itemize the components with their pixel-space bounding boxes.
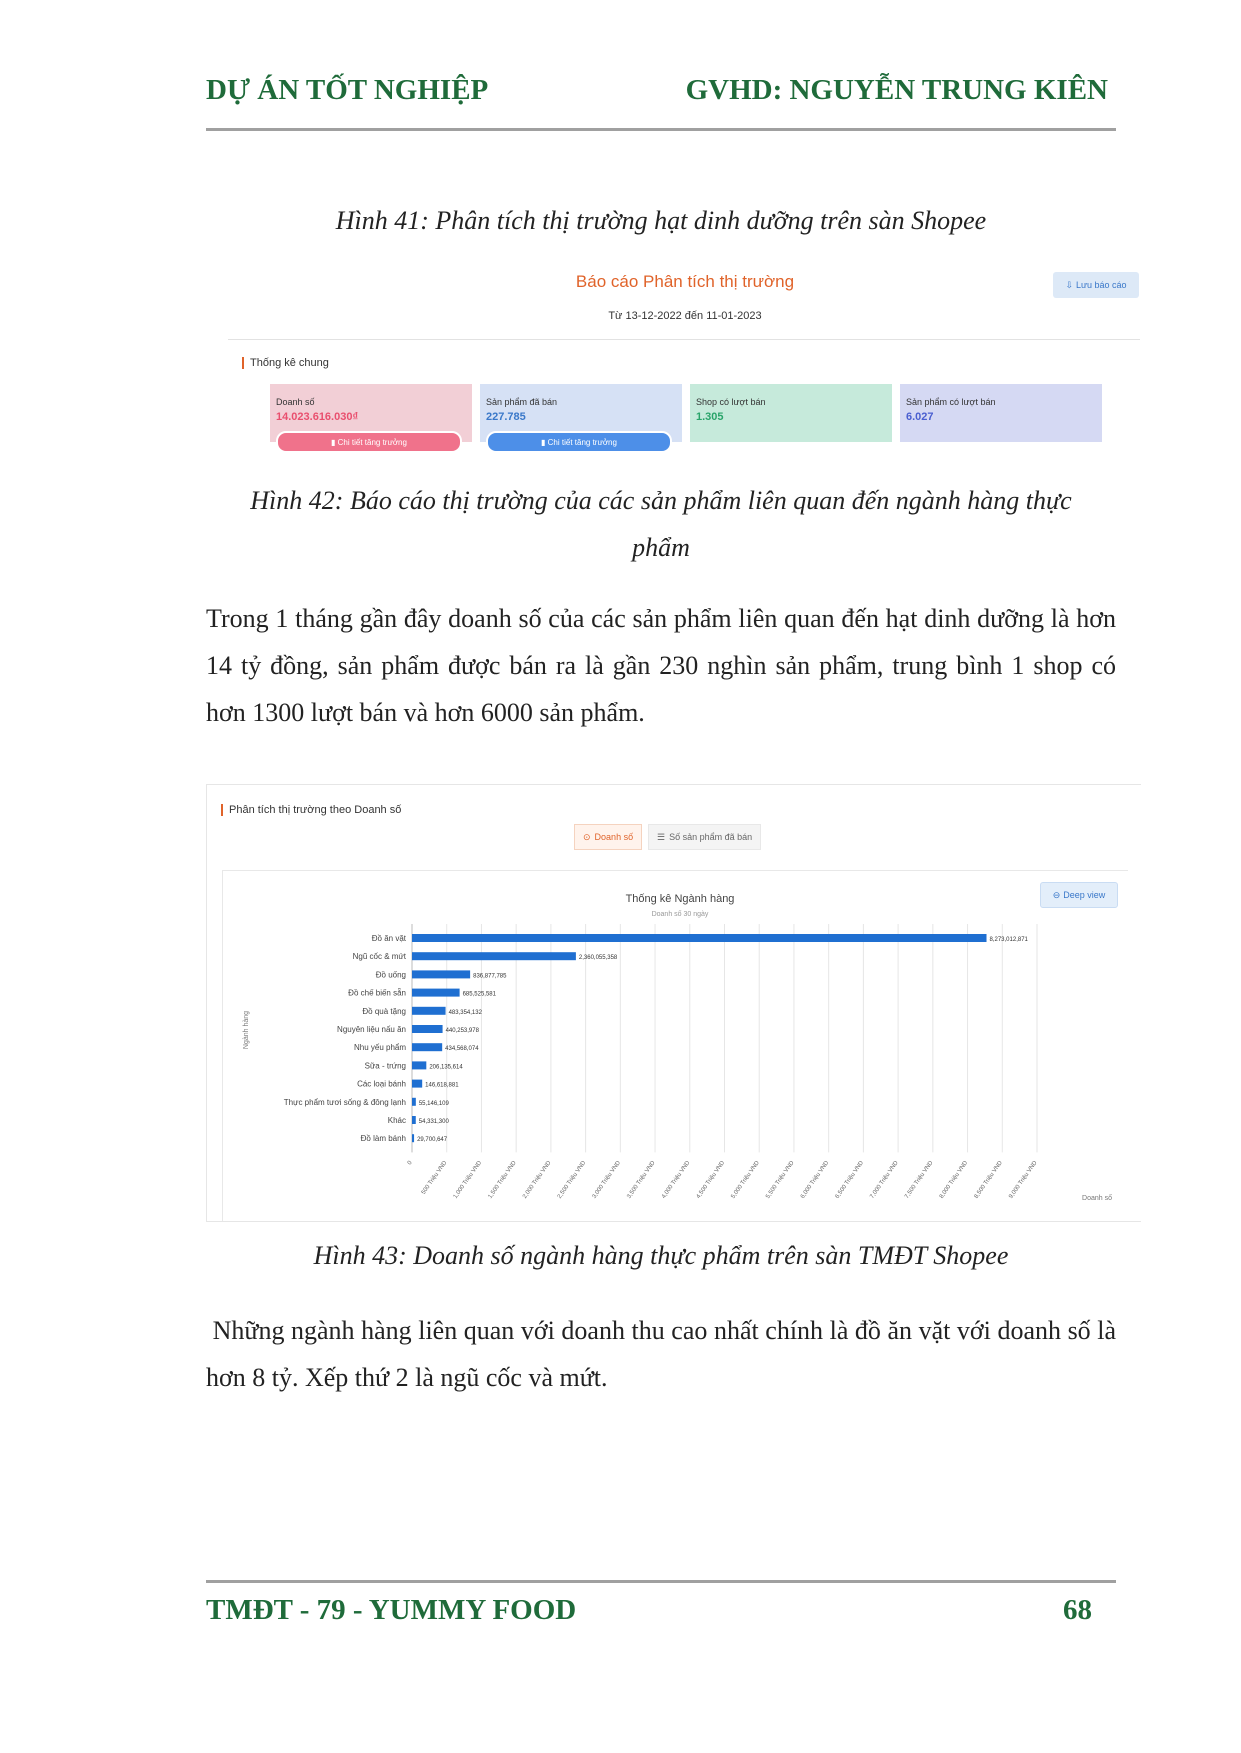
chart-bar[interactable] [412,1116,416,1124]
x-tick-label: 0 [406,1160,414,1167]
bar-value-label: 2,360,055,358 [578,955,618,962]
bar-value-label: 434,568,074 [445,1046,479,1053]
header-rule [206,128,1116,131]
category-label: Đồ làm bánh [360,1134,406,1144]
x-tick-label: 5,000 Triệu VND [730,1160,761,1200]
chart-x-axis-label: Doanh số [1082,1195,1112,1202]
bar-value-label: 54,331,300 [418,1119,449,1125]
chart-bar[interactable] [412,1025,443,1033]
x-tick-label: 7,000 Triệu VND [869,1160,900,1200]
category-revenue-chart [222,870,1127,1220]
category-label: Thực phẩm tươi sống & đông lạnh [283,1097,406,1107]
category-label: Sữa - trứng [364,1061,406,1071]
x-tick-label: 9,000 Triệu VND [1008,1160,1039,1200]
stat-card-sold: Sản phẩm đã bán 227.785 [480,384,682,442]
x-tick-label: 2,000 Triệu VND [522,1160,553,1200]
x-tick-label: 7,500 Triệu VND [904,1160,935,1200]
x-tick-label: 8,500 Triệu VND [973,1160,1004,1200]
x-tick-label: 3,000 Triệu VND [591,1160,622,1200]
x-tick-label: 6,500 Triệu VND [834,1160,866,1200]
x-tick-label: 1,500 Triệu VND [487,1160,518,1200]
page-number: 68 [1063,1594,1092,1626]
chart-bar[interactable] [412,1080,422,1088]
bar-value-label: 483,354,132 [448,1009,482,1016]
tab-products-sold[interactable]: ☰ Số sản phẩm đã bán [648,824,761,850]
stat-card-revenue: Doanh số 14.023.616.030₫ [270,384,472,442]
x-tick-label: 4,000 Triệu VND [661,1160,692,1200]
category-label: Ngũ cốc & mứt [352,952,406,962]
save-report-button[interactable]: ⇩ Lưu báo cáo [1053,272,1139,298]
body-paragraph-2: Những ngành hàng liên quan với doanh thu cao nhất chính là đồ ăn vặt với doanh số là hơn 8 tỷ. Xếp thứ 2 là ngũ cốc và mứt. [206,1316,1123,1392]
bar-value-label: 8,273,012,871 [989,937,1028,943]
caption-fig43: Hình 43: Doanh số ngành hàng thực phẩm trên sàn TMĐT Shopee [313,1241,1009,1270]
chart-bar[interactable] [412,989,460,997]
category-label: Đồ ăn vặt [371,934,406,943]
footer-title: TMĐT - 79 - YUMMY FOOD [206,1594,577,1626]
chart-title: Thống kê Ngành hàng [625,893,735,905]
category-label: Khác [387,1116,406,1125]
report-date-range: Từ 13-12-2022 đến 11-01-2023 [608,310,762,322]
chart-subtitle: Doanh số 30 ngày [651,911,709,918]
deep-view-button[interactable]: ⊖ Deep view [1040,882,1118,908]
chart-bar[interactable] [412,934,987,942]
report-divider [228,339,1140,340]
bar-value-label: 55,146,109 [418,1100,449,1107]
category-label: Đồ chế biến sẵn [348,988,406,998]
category-label: Nhu yếu phẩm [353,1043,406,1053]
caption-fig42-line1: Hình 42: Báo cáo thị trường của các sản phẩm liên quan đến ngành hàng thực [250,486,1072,515]
report-title: Báo cáo Phân tích thị trường [575,272,795,291]
bar-chart-icon: ▮ [331,437,336,447]
chart-bar[interactable] [412,952,576,960]
growth-detail-button-revenue[interactable]: ▮ Chi tiết tăng trưởng [276,431,462,453]
chart-y-axis-label: Ngành hàng [243,1010,250,1050]
bar-value-label: 206,135,614 [429,1064,463,1071]
category-label: Nguyên liệu nấu ăn [337,1025,406,1034]
x-tick-label: 6,000 Triệu VND [799,1160,831,1200]
chart-bar[interactable] [412,1098,416,1106]
caption-fig42-line2: phẩm [632,533,690,562]
bar-value-label: 836,877,785 [473,973,507,980]
chart-bar[interactable] [412,1134,414,1142]
x-tick-label: 2,500 Triệu VND [556,1160,588,1200]
x-tick-label: 8,000 Triệu VND [938,1160,970,1200]
tab-revenue[interactable]: ⊙ Doanh số [574,824,642,850]
bar-value-label: 440,253,978 [445,1028,479,1034]
category-label: Đồ quà tặng [362,1006,406,1016]
chart-bar[interactable] [412,1043,442,1051]
growth-detail-button-sold[interactable]: ▮ Chi tiết tăng trưởng [486,431,672,453]
header-title: DỰ ÁN TỐT NGHIỆP [206,74,489,106]
stat-card-products: Sản phẩm có lượt bán 6.027 [900,384,1102,442]
section-title-market: Phân tích thị trường theo Doanh số [221,804,401,816]
caption-fig41: Hình 41: Phân tích thị trường hạt dinh dưỡng trên sàn Shopee [335,206,987,235]
x-tick-label: 3,500 Triệu VND [626,1160,657,1200]
eye-icon: ⊖ [1052,889,1061,900]
x-tick-label: 5,500 Triệu VND [765,1160,796,1200]
x-tick-label: 1,000 Triệu VND [452,1160,484,1200]
footer-rule [206,1580,1116,1583]
x-tick-label: 500 Triệu VND [420,1160,449,1196]
revenue-icon: ⊙ [583,831,591,842]
category-label: Các loại bánh [357,1079,406,1089]
save-icon: ⇩ [1065,279,1073,290]
chart-bar[interactable] [412,1061,426,1069]
bar-value-label: 29,700,647 [417,1137,448,1144]
x-tick-label: 4,500 Triệu VND [695,1160,727,1200]
bar-value-label: 146,618,881 [425,1082,459,1089]
bar-value-label: 685,525,581 [462,991,496,998]
body-paragraph-1: Trong 1 tháng gần đây doanh số của các sản phẩm liên quan đến hạt dinh dưỡng là hơn 14 tỷ đồng, sản phẩm được bán ra là gần 230 nghìn sản phẩm, trung bình 1 shop có hơn 1300 lượt bán và hơn 6000 sản phẩm. [206,604,1116,727]
chart-bar[interactable] [412,970,470,978]
header-advisor: GVHD: NGUYỄN TRUNG KIÊN [685,74,1108,106]
chart-bar[interactable] [412,1007,446,1015]
category-label: Đồ uống [375,970,406,980]
stat-card-shops: Shop có lượt bán 1.305 [690,384,892,442]
list-icon: ☰ [657,831,666,842]
bar-chart-icon: ▮ [541,437,546,447]
section-title-general: Thống kê chung [242,357,329,369]
